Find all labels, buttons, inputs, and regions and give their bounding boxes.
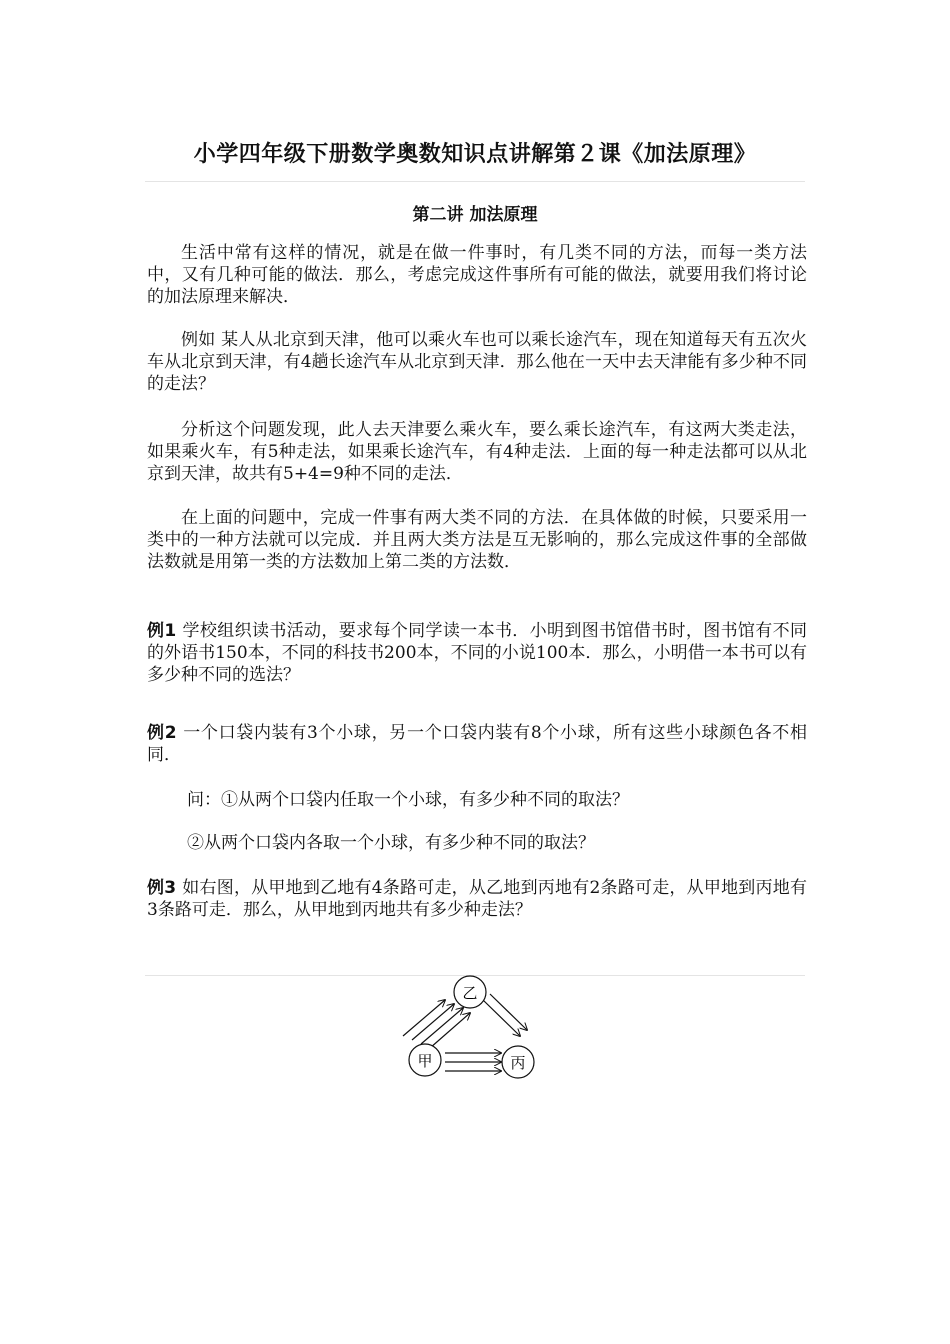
example-intro-paragraph: 例如 某人从北京到天津，他可以乘火车也可以乘长途汽车，现在知道每天有五次火车从北京到天津，有4趟长途汽车从北京到天津．那么他在一天中去天津能有多少种不同的走法？ bbox=[147, 330, 807, 394]
example-1 bbox=[147, 620, 807, 686]
lecture-subtitle: 第二讲 加法原理 bbox=[412, 205, 538, 225]
roads-jia-to-yi bbox=[403, 1000, 470, 1048]
node-yi bbox=[454, 976, 486, 1008]
road-jia-yi-2 bbox=[412, 1004, 454, 1040]
road-jia-yi-1 bbox=[403, 1000, 445, 1036]
example-2-label: 例2 bbox=[147, 723, 177, 743]
node-jia-label: 甲 bbox=[417, 1052, 433, 1070]
principle-paragraph: 在上面的问题中，完成一件事有两大类不同的方法．在具体做的时候，只要采用一类中的一种方法就可以完成．并且两大类方法是互无影响的，那么完成这件事的全部做法数就是用第一类的方法数加上第二类的方法数． bbox=[147, 508, 807, 572]
route-diagram bbox=[395, 970, 545, 1085]
roads-yi-to-bing bbox=[483, 994, 527, 1036]
node-bing-label: 丙 bbox=[510, 1054, 526, 1072]
intro-paragraph: 生活中常有这样的情况，就是在做一件事时，有几类不同的方法，而每一类方法中，又有几种可能的做法．那么，考虑完成这件事所有可能的做法，就要用我们将讨论的加法原理来解决． bbox=[147, 243, 807, 307]
analysis-paragraph: 分析这个问题发现，此人去天津要么乘火车，要么乘长途汽车，有这两大类走法，如果乘火车，有5种走法，如果乘长途汽车，有4种走法．上面的每一种走法都可以从北京到天津，故共有5+4=9种不同的走法． bbox=[147, 420, 807, 484]
example-3-label: 例3 bbox=[147, 878, 177, 898]
example-2-text: 一个口袋内装有3个小球，另一个口袋内装有8个小球，所有这些小球颜色各不相同． bbox=[147, 723, 807, 765]
question-2: ②从两个口袋内各取一个小球，有多少种不同的取法？ bbox=[187, 833, 595, 853]
example-3 bbox=[147, 877, 807, 921]
roads-jia-to-bing bbox=[445, 1053, 501, 1071]
example-1-text: 学校组织读书活动，要求每个同学读一本书．小明到图书馆借书时，图书馆有不同的外语书150本，不同的科技书200本，不同的小说100本．那么，小明借一本书可以有多少种不同的选法？ bbox=[147, 621, 807, 685]
title-rule bbox=[145, 181, 805, 182]
node-jia bbox=[409, 1044, 441, 1076]
node-bing bbox=[502, 1046, 534, 1078]
example-2 bbox=[147, 722, 807, 766]
example-3-text: 如右图，从甲地到乙地有4条路可走，从乙地到丙地有2条路可走，从甲地到丙地有3条路可走．那么，从甲地到丙地共有多少种走法？ bbox=[147, 878, 807, 920]
node-yi-label: 乙 bbox=[462, 984, 478, 1002]
question-1: 问：①从两个口袋内任取一个小球，有多少种不同的取法？ bbox=[187, 790, 629, 810]
road-jia-yi-3 bbox=[421, 1008, 463, 1044]
document-title: 小学四年级下册数学奥数知识点讲解第２课《加法原理》 bbox=[193, 142, 757, 167]
example-1-label: 例1 bbox=[147, 621, 177, 641]
